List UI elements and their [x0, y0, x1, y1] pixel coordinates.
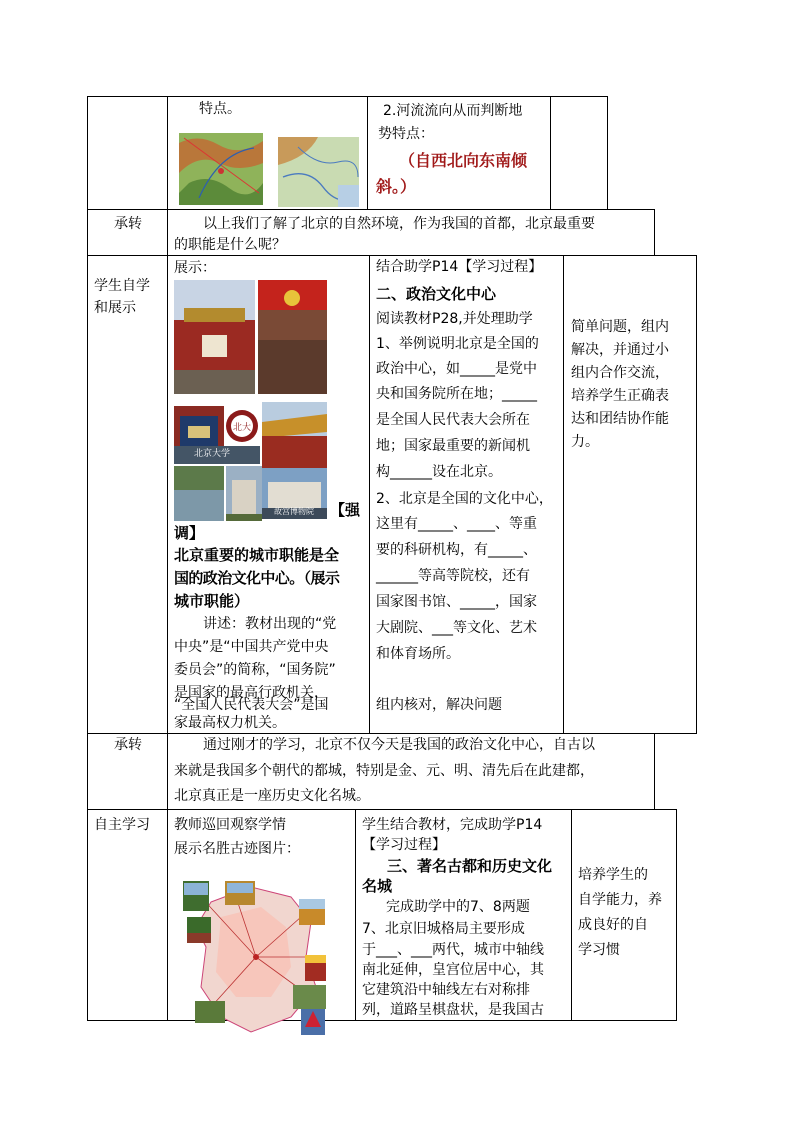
explain-5: “全国人民代表大会”是国 — [174, 697, 329, 713]
emphasis-bold-1: 北京重要的城市职能是全 — [174, 546, 340, 564]
row5-col2-line-1: 展示名胜古迹图片： — [174, 841, 300, 857]
col4-line-4: 达和团结协作能 — [571, 411, 669, 427]
col3-line-0: 结合助学P14【学习过程】 — [376, 259, 543, 275]
lake-svg — [174, 466, 224, 521]
col3-line-8: 2、北京是全国的文化中心， — [376, 491, 553, 507]
peking-university-logo — [224, 406, 260, 446]
pic1-label: 北京大学 — [194, 449, 231, 459]
col3-line-14: 和体育场所。 — [376, 646, 460, 662]
row5-col3-line-2: 于___、___两代，城市中轴线 — [362, 942, 544, 958]
row5-label: 自主学习 — [94, 817, 150, 833]
explain-1: 讲述：教材出现的“党 — [203, 616, 337, 632]
building-svg — [226, 466, 262, 521]
pku-logo-svg — [224, 406, 260, 446]
pic2-label: 故宫博物院 — [274, 507, 314, 516]
col3-line-3: 政治中心，如_____是党中 — [376, 361, 537, 377]
col3-heading: 二、政治文化中心 — [376, 285, 497, 303]
explain-3: 委员会”的简称，“国务院” — [174, 662, 336, 678]
pic1-photo — [174, 446, 260, 464]
row1-col3-line1: 2.河流流向从而判断地 — [383, 103, 523, 119]
row4-line-2: 北京真正是一座历史文化名城。 — [174, 788, 370, 804]
great-hall-photo — [258, 280, 327, 394]
col4-line-5: 力。 — [571, 434, 599, 450]
row5-col3-top-1: 【学习过程】 — [362, 837, 446, 853]
col3-line-5: 是全国人民代表大会所在 — [376, 412, 530, 428]
col3-check: 组内核对，解决问题 — [376, 697, 502, 713]
great-hall-svg — [258, 280, 327, 394]
row5-col3-heading-1: 名城 — [362, 877, 393, 895]
river-map-image — [278, 137, 359, 207]
row5-col4-line-0: 培养学生的 — [578, 867, 648, 883]
col3-line-4: 央和国务院所在地；_____ — [376, 386, 537, 402]
row3-label-line2: 和展示 — [94, 300, 136, 316]
row2-line2: 的职能是什么呢？ — [174, 237, 286, 253]
emphasis-bracket-1: 【强 — [330, 501, 361, 519]
beijing-landmarks-map — [181, 877, 326, 1037]
explain-4: 是国家的最高行政机关， — [174, 685, 328, 701]
row5-col3-line-3: 南北延伸，皇宫位居中心，其 — [362, 962, 544, 978]
forbidden-city-svg — [262, 402, 327, 468]
row3-label-line1: 学生自学 — [94, 278, 150, 294]
emphasis-bracket-2: 调】 — [174, 524, 205, 542]
col4-line-0: 简单问题，组内 — [571, 319, 669, 335]
col3-line-12: 国家图书馆、_____，国家 — [376, 594, 537, 610]
row5-col3-line-4: 它建筑沿中轴线左右对称排 — [362, 982, 530, 998]
col3-line-9: 这里有_____、____、等重 — [376, 516, 537, 532]
row5-col3-line-1: 7、北京旧城格局主要形成 — [362, 921, 525, 937]
explain-6: 家最高权力机关。 — [174, 715, 286, 731]
emphasis-bold-3: 城市职能） — [174, 592, 250, 610]
row5-col4-line-1: 自学能力，养 — [578, 892, 662, 908]
row5-col3-heading-0: 三、著名古都和历史文化 — [387, 857, 553, 875]
row1-col3-line2: 势特点： — [378, 126, 434, 142]
building-photo — [226, 466, 262, 521]
col3-line-13: 大剧院、___等文化、艺术 — [376, 620, 537, 636]
row1-col2-text: 特点。 — [199, 101, 241, 117]
terrain-map-svg — [179, 133, 263, 205]
col3-line-10: 要的科研机构，有_____、 — [376, 542, 537, 558]
row5-col4-line-3: 学习惯 — [578, 942, 620, 958]
col4-line-2: 组内合作交流， — [571, 365, 669, 381]
col4-line-1: 解决，并通过小 — [571, 342, 669, 358]
river-map-svg — [278, 137, 359, 207]
col3-line-7: 构______设在北京。 — [376, 464, 502, 480]
col3-line-6: 地；国家最重要的新闻机 — [376, 438, 530, 454]
row2-line1: 以上我们了解了北京的自然环境，作为我国的首都，北京最重要 — [203, 216, 595, 232]
row5-col3-line-0: 完成助学中的7、8两题 — [386, 899, 530, 915]
row5-col3-line-5: 列，道路呈棋盘状，是我国古 — [362, 1002, 544, 1018]
col3-line-2: 1、举例说明北京是全国的 — [376, 336, 539, 352]
tiananmen-photo — [174, 280, 255, 394]
col3-line-11: ______等高等院校，还有 — [376, 568, 530, 584]
row5-col3-top-0: 学生结合教材，完成助学P14 — [362, 817, 543, 833]
row4-line-0: 通过刚才的学习，北京不仅今天是我国的政治文化中心，自古以 — [203, 737, 595, 753]
svg-text:北大: 北大 — [232, 423, 252, 433]
explain-2: 中央”是“中国共产党中央 — [174, 639, 329, 655]
tiananmen-svg — [174, 280, 255, 394]
answer-line1: （自西北向东南倾 — [399, 151, 528, 170]
row5-col2-line-0: 教师巡回观察学情 — [174, 817, 286, 833]
lake-photo — [174, 466, 224, 521]
emphasis-bold-2: 国的政治文化中心。（展示 — [174, 569, 340, 587]
beijing-map-svg — [181, 877, 326, 1037]
col3-line-1: 阅读教材P28,并处理助学 — [376, 311, 533, 327]
forbidden-city-photo — [262, 402, 327, 468]
row2-label: 承转 — [114, 216, 142, 232]
col4-line-3: 培养学生正确表 — [571, 388, 669, 404]
show-label: 展示： — [174, 260, 216, 276]
pic2-photo — [262, 468, 327, 519]
row5-col4-line-2: 成良好的自 — [578, 917, 648, 933]
row4-label: 承转 — [114, 737, 142, 753]
row4-line-1: 来就是我国多个朝代的都城，特别是金、元、明、清先后在此建都， — [174, 763, 594, 779]
answer-line2: 斜。） — [376, 177, 417, 196]
terrain-map-image — [179, 133, 263, 205]
